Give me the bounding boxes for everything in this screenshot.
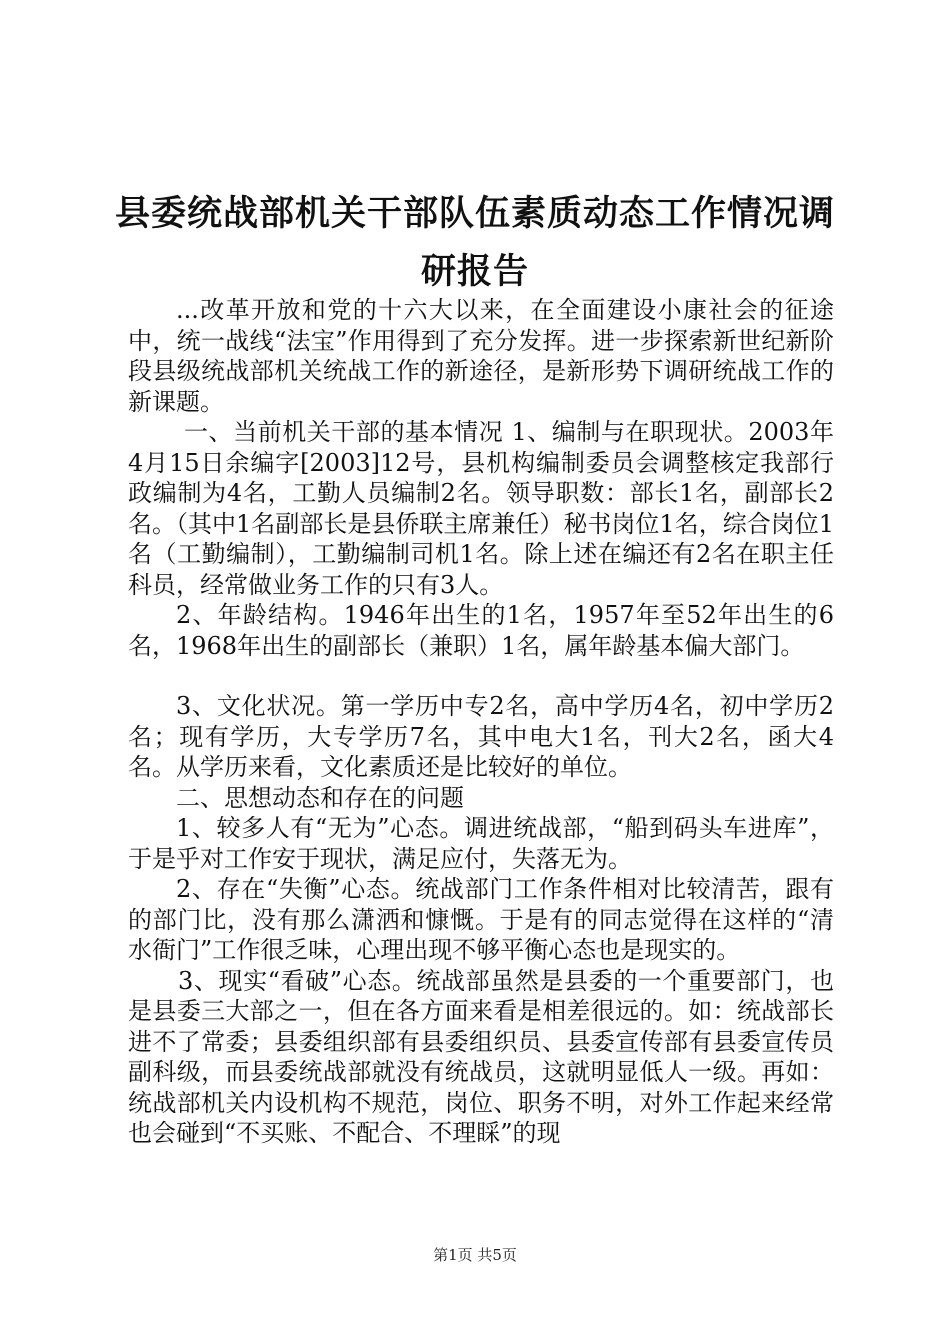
- document-title-line-1: 县委统战部机关干部队伍素质动态工作情况调: [114, 193, 835, 234]
- paragraph-issue-1: 1、较多人有“无为”心态。调进统战部，“船到码头车进库”，于是乎对工作安于现状，满足应付，失落无为。: [128, 814, 834, 873]
- paragraph-spacer: [128, 661, 834, 691]
- paragraph-intro: ...改革开放和党的十六大以来，在全面建设小康社会的征途中，统一战线“法宝”作用得到了充分发挥。进一步探索新世纪新阶段县级统战部机关统战工作的新途径，是新形势下调研统战工作的新课题。: [128, 296, 834, 416]
- document-title-line-2: 研报告: [420, 251, 529, 292]
- paragraph-education: 3、文化状况。第一学历中专2名，高中学历4名，初中学历2名；现有学历，大专学历7名，其中电大1名，刊大2名，函大4名。从学历来看，文化素质还是比较好的单位。: [128, 692, 834, 781]
- section-heading-2: 二、思想动态和存在的问题: [176, 783, 464, 812]
- paragraph-issue-3: 3、现实“看破”心态。统战部虽然是县委的一个重要部门，也是县委三大部之一，但在各方面来看是相差很远的。如：统战部长进不了常委；县委组织部有县委组织员、县委宣传部有县委宣传员副科级，而县委统战部就没有统战员，这就明显低人一级。再如：统战部机关内设机构不规范，岗位、职务不明，对外工作起来经常也会碰到“不买账、不配合、不理睬”的现: [128, 966, 834, 1147]
- page-number-footer: 第1页 共5页: [433, 1246, 517, 1264]
- paragraph-age-structure: 2、年龄结构。1946年出生的1名，1957年至52年出生的6名，1968年出生的副部长（兼职）1名，属年龄基本偏大部门。: [128, 601, 834, 660]
- document-body: [128, 295, 834, 1149]
- paragraph-issue-2: 2、存在“失衡”心态。统战部门工作条件相对比较清苦，跟有的部门比，没有那么潇洒和慷慨。于是有的同志觉得在这样的“清水衙门”工作很乏味，心理出现不够平衡心态也是现实的。: [128, 875, 834, 964]
- paragraph-section-1-staffing: 一、当前机关干部的基本情况 1、编制与在职现状。2003年4月15日余编字[2003]12号，县机构编制委员会调整核定我部行政编制为4名，工勤人员编制2名。领导职数：部长1名，副部长2名。（其中1名副部长是县侨联主席兼任）秘书岗位1名，综合岗位1名（工勤编制），工勤编制司机1名。除上述在编还有2名在职主任科员，经常做业务工作的只有3人。: [128, 418, 834, 599]
